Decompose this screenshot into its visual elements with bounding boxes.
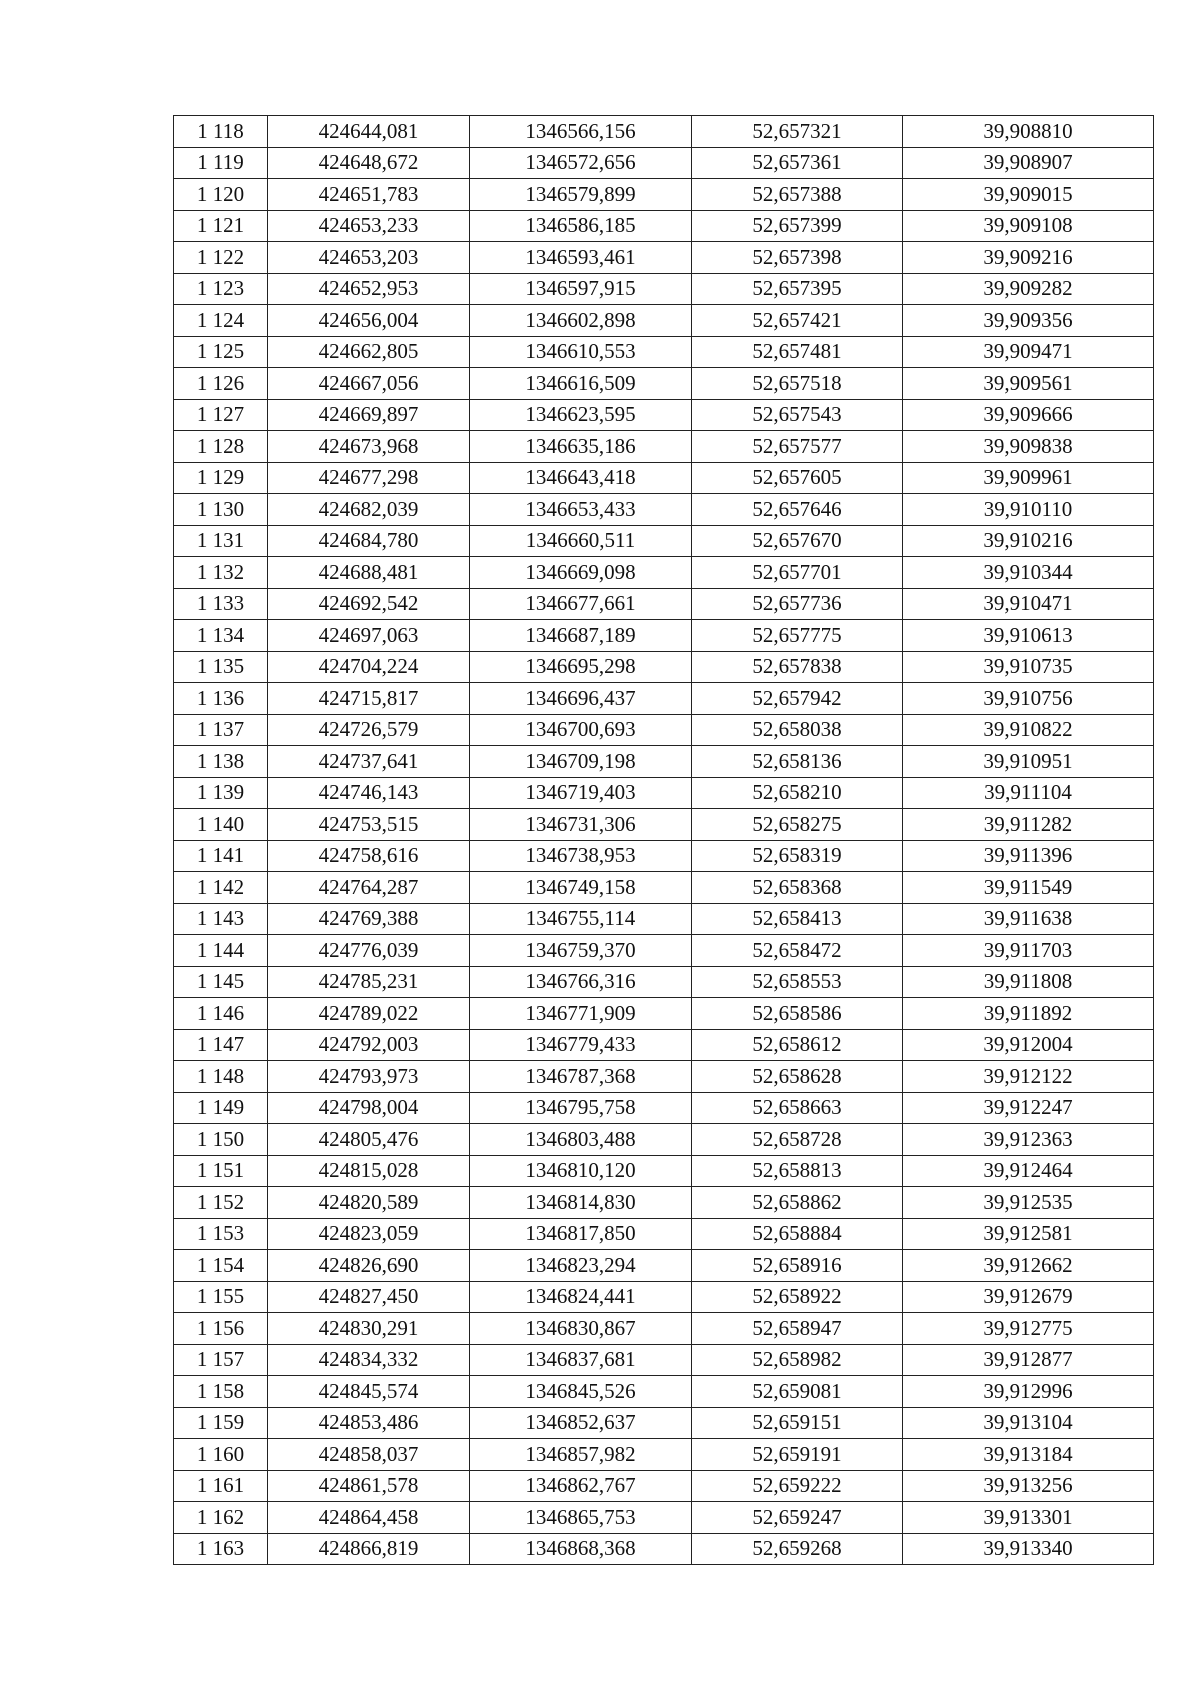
point-number-cell: 1 136 [174, 683, 268, 715]
table-row [174, 557, 1154, 589]
x-coordinate-cell: 424758,616 [268, 840, 470, 872]
table-row [174, 1376, 1154, 1408]
longitude-cell: 39,909471 [903, 336, 1154, 368]
point-number-cell: 1 128 [174, 431, 268, 463]
table-row [174, 368, 1154, 400]
point-number-cell: 1 119 [174, 147, 268, 179]
latitude-cell: 52,657421 [692, 305, 903, 337]
longitude-cell: 39,910822 [903, 714, 1154, 746]
point-number-cell: 1 132 [174, 557, 268, 589]
x-coordinate-cell: 424827,450 [268, 1281, 470, 1313]
longitude-cell: 39,909961 [903, 462, 1154, 494]
point-number-cell: 1 129 [174, 462, 268, 494]
y-coordinate-cell: 1346687,189 [470, 620, 692, 652]
point-number-cell: 1 161 [174, 1470, 268, 1502]
table-row [174, 462, 1154, 494]
table-row [174, 1250, 1154, 1282]
table-row [174, 840, 1154, 872]
y-coordinate-cell: 1346787,368 [470, 1061, 692, 1093]
y-coordinate-cell: 1346572,656 [470, 147, 692, 179]
latitude-cell: 52,657543 [692, 399, 903, 431]
longitude-cell: 39,910344 [903, 557, 1154, 589]
y-coordinate-cell: 1346660,511 [470, 525, 692, 557]
latitude-cell: 52,658982 [692, 1344, 903, 1376]
longitude-cell: 39,912775 [903, 1313, 1154, 1345]
point-number-cell: 1 152 [174, 1187, 268, 1219]
point-number-cell: 1 120 [174, 179, 268, 211]
y-coordinate-cell: 1346635,186 [470, 431, 692, 463]
y-coordinate-cell: 1346669,098 [470, 557, 692, 589]
point-number-cell: 1 151 [174, 1155, 268, 1187]
y-coordinate-cell: 1346830,867 [470, 1313, 692, 1345]
longitude-cell: 39,910613 [903, 620, 1154, 652]
point-number-cell: 1 140 [174, 809, 268, 841]
coordinates-table-body [174, 116, 1154, 1565]
latitude-cell: 52,657838 [692, 651, 903, 683]
table-row [174, 872, 1154, 904]
point-number-cell: 1 134 [174, 620, 268, 652]
latitude-cell: 52,658663 [692, 1092, 903, 1124]
longitude-cell: 39,912247 [903, 1092, 1154, 1124]
latitude-cell: 52,657388 [692, 179, 903, 211]
x-coordinate-cell: 424644,081 [268, 116, 470, 148]
x-coordinate-cell: 424866,819 [268, 1533, 470, 1565]
longitude-cell: 39,910951 [903, 746, 1154, 778]
x-coordinate-cell: 424815,028 [268, 1155, 470, 1187]
latitude-cell: 52,657399 [692, 210, 903, 242]
table-row [174, 1092, 1154, 1124]
point-number-cell: 1 135 [174, 651, 268, 683]
point-number-cell: 1 154 [174, 1250, 268, 1282]
x-coordinate-cell: 424669,897 [268, 399, 470, 431]
point-number-cell: 1 124 [174, 305, 268, 337]
y-coordinate-cell: 1346817,850 [470, 1218, 692, 1250]
x-coordinate-cell: 424651,783 [268, 179, 470, 211]
table-row [174, 966, 1154, 998]
table-row [174, 494, 1154, 526]
latitude-cell: 52,658586 [692, 998, 903, 1030]
point-number-cell: 1 148 [174, 1061, 268, 1093]
table-row [174, 620, 1154, 652]
table-row [174, 746, 1154, 778]
table-row [174, 431, 1154, 463]
longitude-cell: 39,910756 [903, 683, 1154, 715]
point-number-cell: 1 156 [174, 1313, 268, 1345]
y-coordinate-cell: 1346852,637 [470, 1407, 692, 1439]
latitude-cell: 52,658472 [692, 935, 903, 967]
longitude-cell: 39,911638 [903, 903, 1154, 935]
latitude-cell: 52,657701 [692, 557, 903, 589]
point-number-cell: 1 149 [174, 1092, 268, 1124]
table-row [174, 683, 1154, 715]
latitude-cell: 52,657775 [692, 620, 903, 652]
x-coordinate-cell: 424845,574 [268, 1376, 470, 1408]
x-coordinate-cell: 424823,059 [268, 1218, 470, 1250]
x-coordinate-cell: 424652,953 [268, 273, 470, 305]
y-coordinate-cell: 1346719,403 [470, 777, 692, 809]
latitude-cell: 52,657577 [692, 431, 903, 463]
x-coordinate-cell: 424793,973 [268, 1061, 470, 1093]
point-number-cell: 1 160 [174, 1439, 268, 1471]
point-number-cell: 1 143 [174, 903, 268, 935]
longitude-cell: 39,911549 [903, 872, 1154, 904]
point-number-cell: 1 121 [174, 210, 268, 242]
latitude-cell: 52,659081 [692, 1376, 903, 1408]
table-row [174, 1061, 1154, 1093]
y-coordinate-cell: 1346845,526 [470, 1376, 692, 1408]
y-coordinate-cell: 1346862,767 [470, 1470, 692, 1502]
y-coordinate-cell: 1346566,156 [470, 116, 692, 148]
x-coordinate-cell: 424792,003 [268, 1029, 470, 1061]
table-row [174, 305, 1154, 337]
y-coordinate-cell: 1346868,368 [470, 1533, 692, 1565]
x-coordinate-cell: 424688,481 [268, 557, 470, 589]
table-row [174, 1502, 1154, 1534]
longitude-cell: 39,909356 [903, 305, 1154, 337]
y-coordinate-cell: 1346837,681 [470, 1344, 692, 1376]
longitude-cell: 39,911703 [903, 935, 1154, 967]
table-row [174, 1029, 1154, 1061]
point-number-cell: 1 123 [174, 273, 268, 305]
longitude-cell: 39,912877 [903, 1344, 1154, 1376]
longitude-cell: 39,909282 [903, 273, 1154, 305]
y-coordinate-cell: 1346810,120 [470, 1155, 692, 1187]
longitude-cell: 39,909216 [903, 242, 1154, 274]
x-coordinate-cell: 424677,298 [268, 462, 470, 494]
latitude-cell: 52,658813 [692, 1155, 903, 1187]
longitude-cell: 39,912581 [903, 1218, 1154, 1250]
point-number-cell: 1 127 [174, 399, 268, 431]
longitude-cell: 39,909666 [903, 399, 1154, 431]
y-coordinate-cell: 1346755,114 [470, 903, 692, 935]
latitude-cell: 52,658628 [692, 1061, 903, 1093]
latitude-cell: 52,657942 [692, 683, 903, 715]
table-row [174, 1533, 1154, 1565]
x-coordinate-cell: 424673,968 [268, 431, 470, 463]
longitude-cell: 39,909838 [903, 431, 1154, 463]
y-coordinate-cell: 1346677,661 [470, 588, 692, 620]
x-coordinate-cell: 424853,486 [268, 1407, 470, 1439]
table-row [174, 1439, 1154, 1471]
latitude-cell: 52,657518 [692, 368, 903, 400]
y-coordinate-cell: 1346610,553 [470, 336, 692, 368]
latitude-cell: 52,658038 [692, 714, 903, 746]
x-coordinate-cell: 424798,004 [268, 1092, 470, 1124]
point-number-cell: 1 147 [174, 1029, 268, 1061]
longitude-cell: 39,912662 [903, 1250, 1154, 1282]
latitude-cell: 52,658728 [692, 1124, 903, 1156]
latitude-cell: 52,658916 [692, 1250, 903, 1282]
x-coordinate-cell: 424861,578 [268, 1470, 470, 1502]
point-number-cell: 1 162 [174, 1502, 268, 1534]
x-coordinate-cell: 424684,780 [268, 525, 470, 557]
latitude-cell: 52,658319 [692, 840, 903, 872]
y-coordinate-cell: 1346616,509 [470, 368, 692, 400]
table-row [174, 336, 1154, 368]
y-coordinate-cell: 1346857,982 [470, 1439, 692, 1471]
x-coordinate-cell: 424648,672 [268, 147, 470, 179]
x-coordinate-cell: 424697,063 [268, 620, 470, 652]
x-coordinate-cell: 424764,287 [268, 872, 470, 904]
table-row [174, 1187, 1154, 1219]
y-coordinate-cell: 1346771,909 [470, 998, 692, 1030]
longitude-cell: 39,912996 [903, 1376, 1154, 1408]
longitude-cell: 39,911892 [903, 998, 1154, 1030]
point-number-cell: 1 150 [174, 1124, 268, 1156]
table-row [174, 998, 1154, 1030]
x-coordinate-cell: 424746,143 [268, 777, 470, 809]
latitude-cell: 52,658884 [692, 1218, 903, 1250]
point-number-cell: 1 141 [174, 840, 268, 872]
latitude-cell: 52,658368 [692, 872, 903, 904]
table-row [174, 210, 1154, 242]
y-coordinate-cell: 1346586,185 [470, 210, 692, 242]
point-number-cell: 1 146 [174, 998, 268, 1030]
longitude-cell: 39,913256 [903, 1470, 1154, 1502]
y-coordinate-cell: 1346623,595 [470, 399, 692, 431]
x-coordinate-cell: 424704,224 [268, 651, 470, 683]
table-row [174, 903, 1154, 935]
point-number-cell: 1 131 [174, 525, 268, 557]
point-number-cell: 1 130 [174, 494, 268, 526]
y-coordinate-cell: 1346700,693 [470, 714, 692, 746]
longitude-cell: 39,908810 [903, 116, 1154, 148]
x-coordinate-cell: 424656,004 [268, 305, 470, 337]
table-row [174, 525, 1154, 557]
latitude-cell: 52,659151 [692, 1407, 903, 1439]
latitude-cell: 52,658947 [692, 1313, 903, 1345]
table-row [174, 651, 1154, 683]
y-coordinate-cell: 1346779,433 [470, 1029, 692, 1061]
y-coordinate-cell: 1346749,158 [470, 872, 692, 904]
latitude-cell: 52,658862 [692, 1187, 903, 1219]
longitude-cell: 39,912004 [903, 1029, 1154, 1061]
table-row [174, 809, 1154, 841]
latitude-cell: 52,658553 [692, 966, 903, 998]
x-coordinate-cell: 424737,641 [268, 746, 470, 778]
longitude-cell: 39,908907 [903, 147, 1154, 179]
longitude-cell: 39,910471 [903, 588, 1154, 620]
y-coordinate-cell: 1346865,753 [470, 1502, 692, 1534]
longitude-cell: 39,912464 [903, 1155, 1154, 1187]
x-coordinate-cell: 424769,388 [268, 903, 470, 935]
longitude-cell: 39,911396 [903, 840, 1154, 872]
latitude-cell: 52,657646 [692, 494, 903, 526]
x-coordinate-cell: 424858,037 [268, 1439, 470, 1471]
table-row [174, 116, 1154, 148]
latitude-cell: 52,658136 [692, 746, 903, 778]
y-coordinate-cell: 1346731,306 [470, 809, 692, 841]
point-number-cell: 1 153 [174, 1218, 268, 1250]
x-coordinate-cell: 424776,039 [268, 935, 470, 967]
point-number-cell: 1 142 [174, 872, 268, 904]
x-coordinate-cell: 424667,056 [268, 368, 470, 400]
y-coordinate-cell: 1346597,915 [470, 273, 692, 305]
longitude-cell: 39,913340 [903, 1533, 1154, 1565]
point-number-cell: 1 139 [174, 777, 268, 809]
x-coordinate-cell: 424789,022 [268, 998, 470, 1030]
x-coordinate-cell: 424715,817 [268, 683, 470, 715]
point-number-cell: 1 137 [174, 714, 268, 746]
point-number-cell: 1 158 [174, 1376, 268, 1408]
latitude-cell: 52,657395 [692, 273, 903, 305]
point-number-cell: 1 145 [174, 966, 268, 998]
point-number-cell: 1 125 [174, 336, 268, 368]
latitude-cell: 52,659247 [692, 1502, 903, 1534]
latitude-cell: 52,658210 [692, 777, 903, 809]
x-coordinate-cell: 424830,291 [268, 1313, 470, 1345]
latitude-cell: 52,658275 [692, 809, 903, 841]
latitude-cell: 52,657736 [692, 588, 903, 620]
x-coordinate-cell: 424682,039 [268, 494, 470, 526]
y-coordinate-cell: 1346795,758 [470, 1092, 692, 1124]
table-row [174, 273, 1154, 305]
table-row [174, 399, 1154, 431]
y-coordinate-cell: 1346823,294 [470, 1250, 692, 1282]
table-row [174, 935, 1154, 967]
longitude-cell: 39,910735 [903, 651, 1154, 683]
longitude-cell: 39,912363 [903, 1124, 1154, 1156]
table-row [174, 1313, 1154, 1345]
longitude-cell: 39,912679 [903, 1281, 1154, 1313]
latitude-cell: 52,657670 [692, 525, 903, 557]
y-coordinate-cell: 1346653,433 [470, 494, 692, 526]
latitude-cell: 52,657605 [692, 462, 903, 494]
y-coordinate-cell: 1346738,953 [470, 840, 692, 872]
y-coordinate-cell: 1346766,316 [470, 966, 692, 998]
y-coordinate-cell: 1346824,441 [470, 1281, 692, 1313]
x-coordinate-cell: 424805,476 [268, 1124, 470, 1156]
point-number-cell: 1 159 [174, 1407, 268, 1439]
point-number-cell: 1 122 [174, 242, 268, 274]
x-coordinate-cell: 424726,579 [268, 714, 470, 746]
x-coordinate-cell: 424662,805 [268, 336, 470, 368]
y-coordinate-cell: 1346814,830 [470, 1187, 692, 1219]
x-coordinate-cell: 424820,589 [268, 1187, 470, 1219]
latitude-cell: 52,659268 [692, 1533, 903, 1565]
y-coordinate-cell: 1346602,898 [470, 305, 692, 337]
y-coordinate-cell: 1346579,899 [470, 179, 692, 211]
longitude-cell: 39,912535 [903, 1187, 1154, 1219]
table-row [174, 1155, 1154, 1187]
table-row [174, 1407, 1154, 1439]
point-number-cell: 1 163 [174, 1533, 268, 1565]
latitude-cell: 52,659191 [692, 1439, 903, 1471]
longitude-cell: 39,911104 [903, 777, 1154, 809]
y-coordinate-cell: 1346593,461 [470, 242, 692, 274]
table-row [174, 1470, 1154, 1502]
coordinates-table [173, 115, 1154, 1565]
table-row [174, 147, 1154, 179]
latitude-cell: 52,657481 [692, 336, 903, 368]
y-coordinate-cell: 1346759,370 [470, 935, 692, 967]
point-number-cell: 1 118 [174, 116, 268, 148]
longitude-cell: 39,913184 [903, 1439, 1154, 1471]
x-coordinate-cell: 424785,231 [268, 966, 470, 998]
point-number-cell: 1 155 [174, 1281, 268, 1313]
longitude-cell: 39,913104 [903, 1407, 1154, 1439]
x-coordinate-cell: 424653,233 [268, 210, 470, 242]
x-coordinate-cell: 424653,203 [268, 242, 470, 274]
table-row [174, 777, 1154, 809]
y-coordinate-cell: 1346696,437 [470, 683, 692, 715]
y-coordinate-cell: 1346709,198 [470, 746, 692, 778]
longitude-cell: 39,912122 [903, 1061, 1154, 1093]
point-number-cell: 1 144 [174, 935, 268, 967]
y-coordinate-cell: 1346643,418 [470, 462, 692, 494]
x-coordinate-cell: 424753,515 [268, 809, 470, 841]
point-number-cell: 1 126 [174, 368, 268, 400]
table-row [174, 179, 1154, 211]
x-coordinate-cell: 424864,458 [268, 1502, 470, 1534]
table-row [174, 1281, 1154, 1313]
x-coordinate-cell: 424692,542 [268, 588, 470, 620]
latitude-cell: 52,658413 [692, 903, 903, 935]
x-coordinate-cell: 424826,690 [268, 1250, 470, 1282]
table-row [174, 1218, 1154, 1250]
longitude-cell: 39,911282 [903, 809, 1154, 841]
point-number-cell: 1 138 [174, 746, 268, 778]
table-row [174, 714, 1154, 746]
x-coordinate-cell: 424834,332 [268, 1344, 470, 1376]
longitude-cell: 39,910216 [903, 525, 1154, 557]
latitude-cell: 52,659222 [692, 1470, 903, 1502]
longitude-cell: 39,910110 [903, 494, 1154, 526]
latitude-cell: 52,658612 [692, 1029, 903, 1061]
longitude-cell: 39,909561 [903, 368, 1154, 400]
table-row [174, 1344, 1154, 1376]
table-row [174, 588, 1154, 620]
longitude-cell: 39,909108 [903, 210, 1154, 242]
latitude-cell: 52,657321 [692, 116, 903, 148]
longitude-cell: 39,913301 [903, 1502, 1154, 1534]
latitude-cell: 52,657398 [692, 242, 903, 274]
point-number-cell: 1 133 [174, 588, 268, 620]
table-row [174, 242, 1154, 274]
latitude-cell: 52,657361 [692, 147, 903, 179]
point-number-cell: 1 157 [174, 1344, 268, 1376]
y-coordinate-cell: 1346695,298 [470, 651, 692, 683]
longitude-cell: 39,909015 [903, 179, 1154, 211]
latitude-cell: 52,658922 [692, 1281, 903, 1313]
table-row [174, 1124, 1154, 1156]
y-coordinate-cell: 1346803,488 [470, 1124, 692, 1156]
longitude-cell: 39,911808 [903, 966, 1154, 998]
